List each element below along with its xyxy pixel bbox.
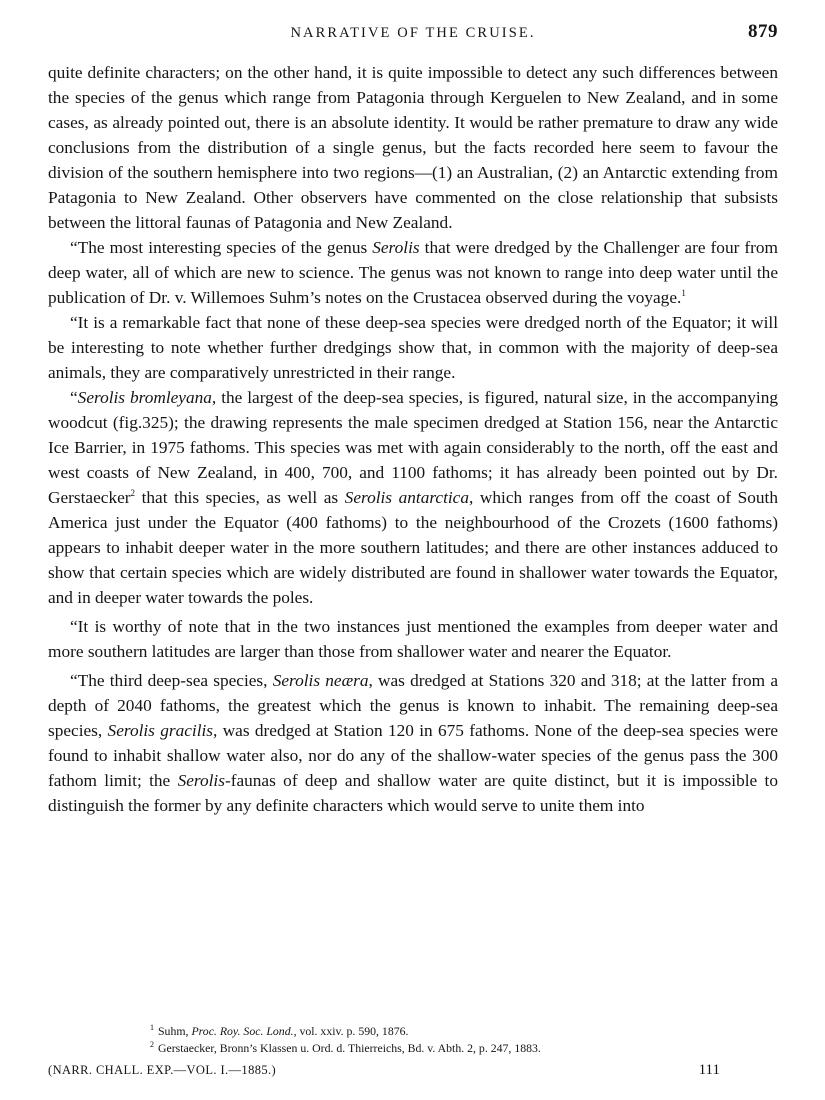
footnote-1-text-end: , vol. xxiv. p. 590, 1876. xyxy=(293,1024,409,1038)
footnote-1 xyxy=(150,1023,770,1040)
running-head xyxy=(48,20,778,46)
paragraph-4-text-cont: that this species, as well as xyxy=(135,488,345,507)
species-serolis-bromleyana: Serolis bromleyana xyxy=(77,388,212,407)
genus-serolis-faunas: Serolis xyxy=(177,771,225,790)
signature-line xyxy=(48,1063,720,1083)
signature-number: 111 xyxy=(698,1062,720,1078)
main-text xyxy=(48,60,778,818)
species-serolis-gracilis: Serolis gracilis xyxy=(107,721,214,740)
genus-serolis: Serolis xyxy=(372,238,420,257)
paragraph-4-text: , the largest of the deep-sea species, is figured, natural size, in the accompanying woodcut (fig.325); the drawing represents the male specimen dredged at Station 156, near the Antarctic Ice Barrier, in 1975 fathoms. This species was met with again considerably to the north, off the east and west coasts of New Zealand, in 400, 700, and 1100 fathoms; it has already been pointed out by Dr. Gerstaecker xyxy=(48,388,778,507)
footnote-2-mark: 2 xyxy=(150,1040,154,1050)
footnote-1-text: Suhm, xyxy=(158,1024,192,1038)
paragraph-2-text: “The most interesting species of the genus xyxy=(70,238,373,257)
paragraph-4-text-end: , which ranges from off the coast of South America just under the Equator (400 fathoms) to the neighbourhood of the Crozets (1600 fathoms) appears to inhabit deeper water in the more southern latitudes; and there are other instances adduced to show that certain species which are widely distributed are found in shallower water towards the Equator, and in deeper water towards the poles. xyxy=(48,488,778,607)
paragraph-4-quote: “ xyxy=(70,388,78,407)
footnote-1-journal: Proc. Roy. Soc. Lond. xyxy=(191,1024,294,1038)
species-serolis-antarctica: Serolis antarctica xyxy=(344,488,469,507)
footnote-ref-1: 1 xyxy=(681,288,686,299)
paragraph-6-text-cont: , was dredged at Stations 320 and 318; at the latter from a depth of 2040 fathoms, the greatest which the genus is known to inhabit. The remaining deep-sea species, xyxy=(48,671,778,740)
paragraph-6-text-cont-2: , was dredged at Station 120 in 675 fathoms. None of the deep-sea species were found to inhabit shallow water also, nor do any of the shallow-water species of the genus pass the 300 fathom limit; the xyxy=(48,721,778,790)
page-number: 879 xyxy=(748,21,778,42)
paragraph-1: quite definite characters; on the other hand, it is quite impossible to detect any such differences between the species of the genus which range from Patagonia through Kerguelen to New Zealand, and in some cases, as already pointed out, there is an absolute identity. It would be rather premature to draw any wide conclusions from the distribution of a single genus, but the facts recorded here seem to favour the division of the southern hemisphere into two regions—(1) an Australian, (2) an Antarctic extending from Patagonia to New Zealand. Other observers have commented on the close relationship that subsists between the littoral faunas of Patagonia and New Zealand. xyxy=(48,63,778,232)
footnote-ref-2: 2 xyxy=(130,488,136,499)
paragraph-6-text: “The third deep-sea species, xyxy=(70,671,273,690)
paragraph-6-text-end: -faunas of deep and shallow water are quite distinct, but it is impossible to distinguish the former by any definite characters which would serve to unite them into xyxy=(48,771,778,815)
footnote-2-text: Gerstaecker, Bronn’s Klassen u. Ord. d. Thierreichs, Bd. v. Abth. 2, p. 247, 1883. xyxy=(158,1041,541,1055)
paragraph-2 xyxy=(48,235,778,310)
paragraph-3: “It is a remarkable fact that none of these deep-sea species were dredged north of the Equator; it will be interesting to note whether further dredgings show that, in common with the majority of deep-sea animals, they are comparatively unrestricted in their range. xyxy=(48,313,778,382)
footnote-1-mark: 1 xyxy=(150,1023,154,1033)
paragraph-6 xyxy=(48,668,778,818)
paragraph-2-text-cont: that were dredged by the Challenger are four from deep water, all of which are new to science. The genus was not known to range into deep water until the publication of Dr. v. Willemoes Suhm’s notes on the Crustacea observed during the voyage. xyxy=(48,238,778,307)
paragraph-5: “It is worthy of note that in the two instances just mentioned the examples from deeper water and more southern latitudes are larger than those from shallower water and nearer the Equator. xyxy=(48,617,778,661)
signature-mark: (NARR. CHALL. EXP.—VOL. I.—1885.) xyxy=(48,1063,277,1077)
footnotes xyxy=(150,1023,770,1057)
species-serolis-neaera: Serolis neæra xyxy=(272,671,369,690)
running-title: NARRATIVE OF THE CRUISE. xyxy=(290,25,536,41)
paragraph-4 xyxy=(48,385,778,610)
footnote-2 xyxy=(150,1040,770,1057)
